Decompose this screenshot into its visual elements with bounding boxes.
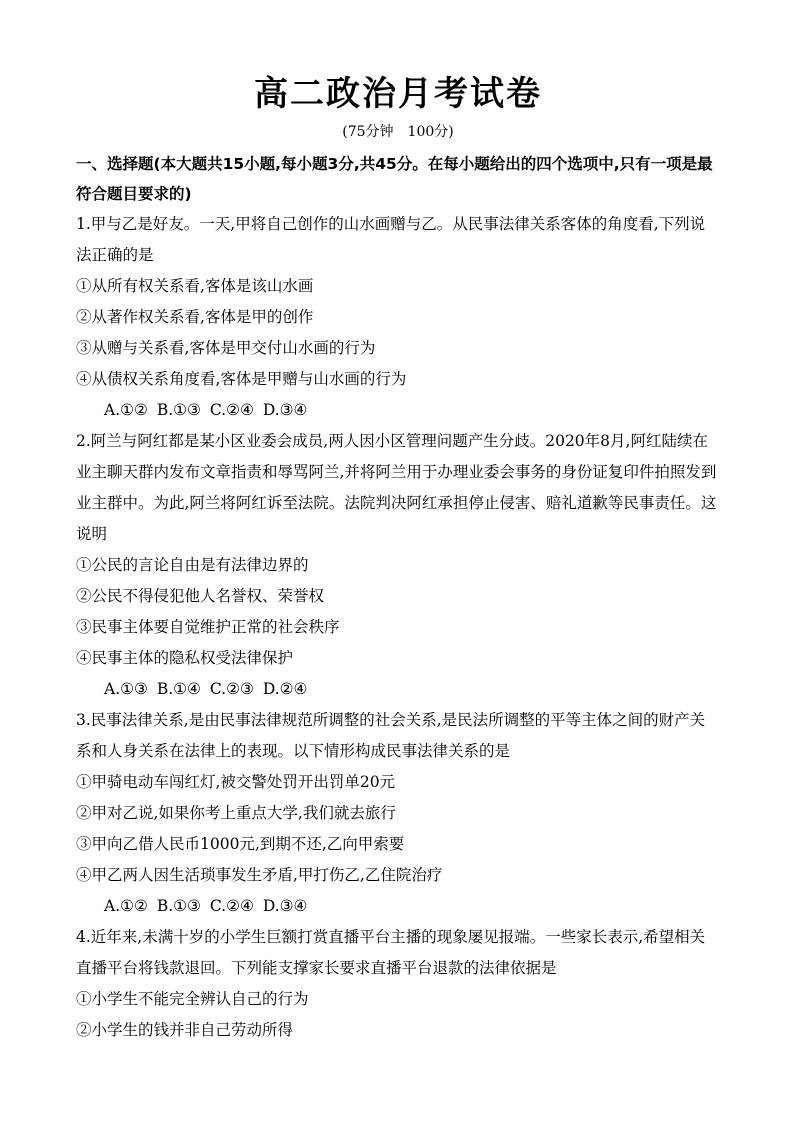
exam-title: 高二政治月考试卷 [254, 74, 542, 114]
answer-choices: A.①③ B.①④ C.②③ D.②④ [104, 680, 308, 698]
question-4 [76, 922, 720, 1046]
option-item: ②从著作权关系看,客体是甲的创作 [76, 308, 314, 326]
exam-duration-score: (75分钟 100分) [342, 124, 454, 140]
answer-choices: A.①② B.①③ C.②④ D.③④ [104, 401, 308, 419]
option-item: ③甲向乙借人民币1000元,到期不还,乙向甲索要 [76, 835, 405, 853]
option-item: ②小学生的钱并非自己劳动所得 [76, 1021, 294, 1039]
option-item: ①小学生不能完全辨认自己的行为 [76, 990, 309, 1008]
question-1 [76, 209, 720, 426]
question-2 [76, 426, 720, 705]
option-item: ③民事主体要自觉维护正常的社会秩序 [76, 618, 340, 636]
option-item: ②甲对乙说,如果你考上重点大学,我们就去旅行 [76, 804, 396, 822]
question-stem: 4.近年来,未满十岁的小学生巨额打赏直播平台主播的现象屡见报端。一些家长表示,希望相关直播平台将钱款退回。下列能支撑家长要求直播平台退款的法律依据是 [76, 928, 706, 977]
question-3 [76, 705, 720, 922]
option-item: ③从赠与关系看,客体是甲交付山水画的行为 [76, 339, 376, 357]
option-item: ②公民不得侵犯他人名誉权、荣誉权 [76, 587, 325, 605]
section-heading: 一、选择题(本大题共15小题,每小题3分,共45分。在每小题给出的四个选项中,只有一项是最符合题目要求的) [76, 155, 713, 203]
answer-choices: A.①② B.①③ C.②④ D.③④ [104, 897, 308, 915]
question-stem: 1.甲与乙是好友。一天,甲将自己创作的山水画赠与乙。从民事法律关系客体的角度看,下列说法正确的是 [76, 215, 706, 264]
question-stem: 2.阿兰与阿红都是某小区业委会成员,两人因小区管理问题产生分歧。2020年8月,阿红陆续在业主聊天群内发布文章指责和辱骂阿兰,并将阿兰用于办理业委会事务的身份证复印件拍照发到业主群中。为此,阿兰将阿红诉至法院。法院判决阿红承担停止侵害、赔礼道歉等民事责任。这说明 [76, 432, 717, 543]
question-stem: 3.民事法律关系,是由民事法律规范所调整的社会关系,是民法所调整的平等主体之间的财产关系和人身关系在法律上的表现。以下情形构成民事法律关系的是 [76, 711, 706, 760]
option-item: ①甲骑电动车闯红灯,被交警处罚开出罚单20元 [76, 773, 396, 791]
option-item: ①从所有权关系看,客体是该山水画 [76, 277, 314, 295]
option-item: ④甲乙两人因生活琐事发生矛盾,甲打伤乙,乙住院治疗 [76, 866, 443, 884]
option-item: ①公民的言论自由是有法律边界的 [76, 556, 309, 574]
option-item: ④民事主体的隐私权受法律保护 [76, 649, 294, 667]
option-item: ④从债权关系角度看,客体是甲赠与山水画的行为 [76, 370, 407, 388]
